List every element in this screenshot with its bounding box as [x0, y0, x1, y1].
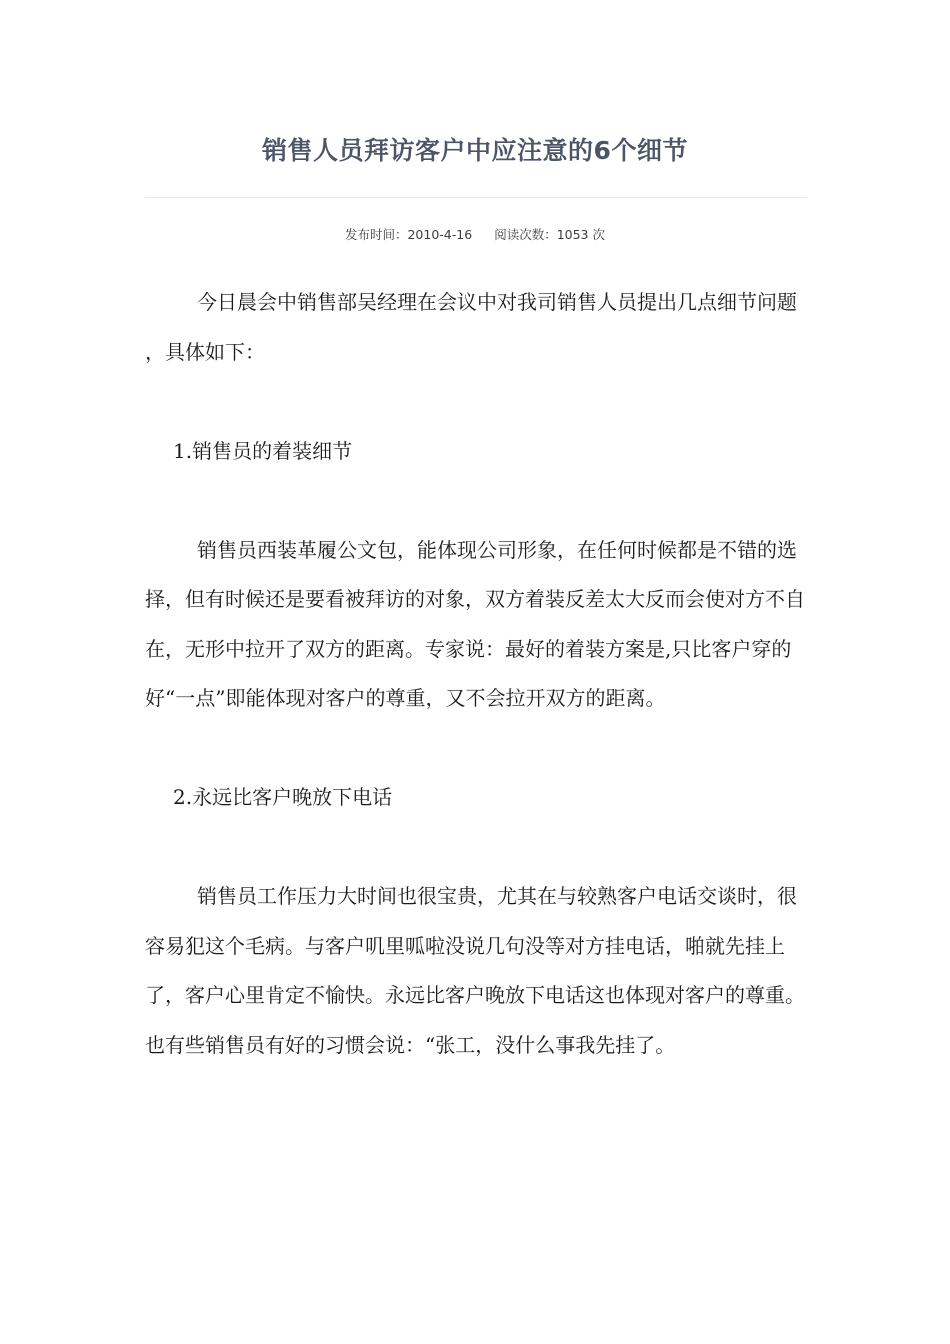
publish-label: 发布时间：: [344, 227, 408, 242]
publish-date: 2010-4-16: [407, 227, 473, 242]
title-divider: [145, 197, 807, 198]
section-heading: 2.永远比客户晚放下电话: [173, 785, 393, 809]
article-body: [145, 278, 807, 1070]
section-paragraph: 销售员西装革履公文包，能体现公司形象，在任何时候都是不错的选择，但有时候还是要看被拜访的对象，双方着装反差太大反而会使对方不自在，无形中拉开了双方的距离。专家说：最好的着装方案是,只比客户穿的好“一点”即能体现对客户的尊重，又不会拉开双方的距离。: [145, 537, 805, 710]
views-label: 阅读次数：: [494, 227, 557, 242]
views-unit: 次: [592, 227, 606, 242]
article-title: 销售人员拜访客户中应注意的6个细节: [262, 136, 688, 165]
section-heading: 1.销售员的着装细节: [173, 438, 353, 463]
views-count: 1053: [556, 227, 589, 242]
section-paragraph: 销售员工作压力大时间也很宝贵，尤其在与较熟客户电话交谈时，很容易犯这个毛病。与客户叽里呱啦没说几句没等对方挂电话，啪就先挂上了，客户心里肯定不愉快。永远比客户晚放下电话这也体现对客户的尊重。也有些销售员有好的习惯会说：“张工，没什么事我先挂了。: [145, 884, 805, 1057]
intro-paragraph: 今日晨会中销售部吴经理在会议中对我司销售人员提出几点细节问题 ，具体如下：: [145, 290, 797, 364]
article-meta: [0, 225, 950, 245]
